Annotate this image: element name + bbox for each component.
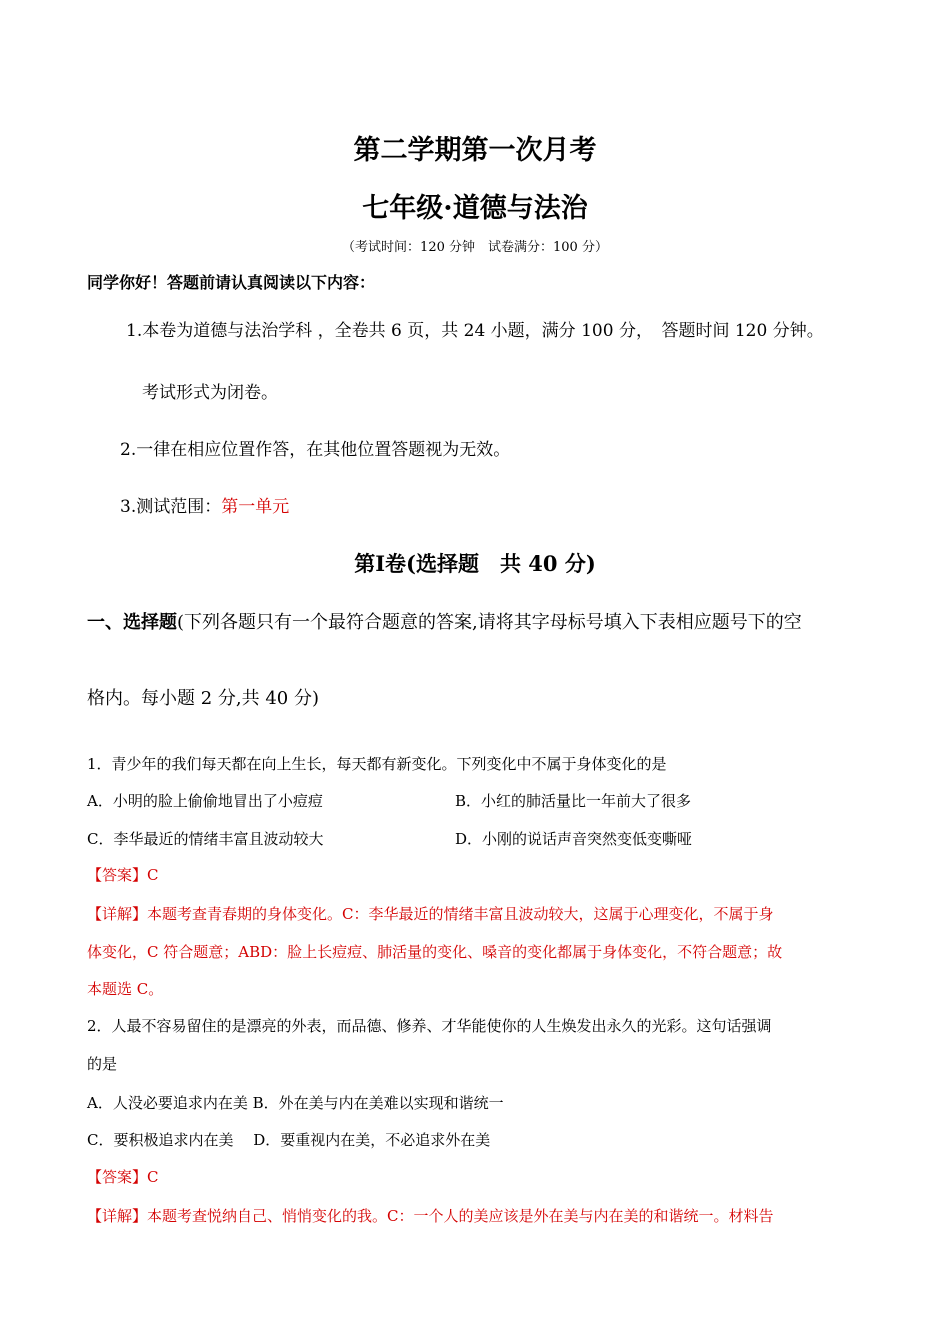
instruction-1-cont: 考试形式为闭卷。 <box>142 383 278 403</box>
greeting: 同学你好！答题前请认真阅读以下内容： <box>87 273 376 292</box>
question-1-explain-2: 体变化，C 符合题意；ABD：脸上长痘痘、肺活量的变化、嗓音的变化都属于身体变化，不符合题意；故 <box>87 943 783 961</box>
question-2-answer: 【答案】C <box>87 1168 159 1186</box>
exam-subject: 七年级·道德与法治 <box>362 193 588 224</box>
instruction-3 <box>120 492 289 517</box>
question-1-option-c: C．李华最近的情绪丰富且波动较大 <box>87 830 324 848</box>
section-title: 第Ⅰ卷(选择题 共 40 分) <box>354 551 596 576</box>
question-2-stem-cont: 的是 <box>87 1055 118 1073</box>
exam-title: 第二学期第一次月考 <box>353 135 597 166</box>
question-1-option-a: A．小明的脸上偷偷地冒出了小痘痘 <box>87 792 323 810</box>
question-1-stem: 1．青少年的我们每天都在向上生长，每天都有新变化。下列变化中不属于身体变化的是 <box>87 755 667 773</box>
exam-info: （考试时间：120 分钟 试卷满分：100 分） <box>342 240 608 255</box>
question-1-answer: 【答案】C <box>87 866 159 884</box>
part-heading <box>87 608 802 634</box>
question-2-options-ab: A．人没必要追求内在美 B．外在美与内在美难以实现和谐统一 <box>87 1094 504 1112</box>
question-2-options-cd: C．要积极追求内在美 D．要重视内在美，不必追求外在美 <box>87 1131 491 1149</box>
question-1-option-b: B．小红的肺活量比一年前大了很多 <box>455 792 692 810</box>
part-desc: (下列各题只有一个最符合题意的答案,请将其字母标号填入下表相应题号下的空 <box>177 612 802 633</box>
question-1-explain-1: 【详解】本题考查青春期的身体变化。C：李华最近的情绪丰富且波动较大，这属于心理变化，不属于身 <box>87 905 774 923</box>
test-scope: 第一单元 <box>221 497 290 517</box>
instruction-3-label: 3.测试范围： <box>120 497 222 517</box>
part-label: 一、选择题 <box>87 612 177 633</box>
part-desc-cont: 格内。每小题 2 分,共 40 分) <box>87 688 319 709</box>
instruction-2: 2.一律在相应位置作答，在其他位置答题视为无效。 <box>120 440 511 460</box>
question-2-stem: 2．人最不容易留住的是漂亮的外表，而品德、修养、才华能使你的人生焕发出永久的光彩。这句话强调 <box>87 1017 772 1035</box>
question-1-option-d: D．小刚的说话声音突然变低变嘶哑 <box>455 830 693 848</box>
instruction-1: 1.本卷为道德与法治学科 ，全卷共 6 页，共 24 小题，满分 100 分， 答题时间 120 分钟。 <box>126 321 824 341</box>
question-1-explain-3: 本题选 C。 <box>87 980 164 998</box>
question-2-explain-1: 【详解】本题考查悦纳自己、悄悄变化的我。C：一个人的美应该是外在美与内在美的和谐统一。材料告 <box>87 1207 774 1225</box>
